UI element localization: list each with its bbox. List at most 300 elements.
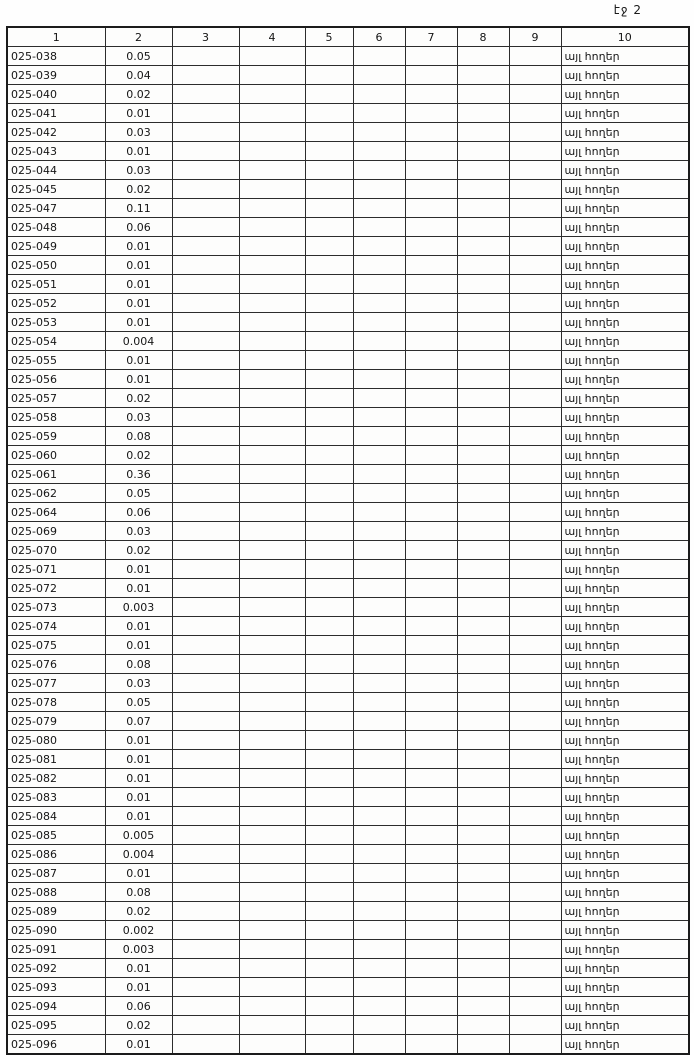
area-value-cell: 0.01	[105, 256, 172, 275]
empty-cell	[509, 522, 561, 541]
empty-cell	[405, 655, 457, 674]
table-row	[7, 484, 689, 503]
table-row	[7, 370, 689, 389]
table-row	[7, 47, 689, 66]
parcel-code-cell: 025-093	[7, 978, 105, 997]
parcel-code-cell: 025-049	[7, 237, 105, 256]
empty-cell	[172, 522, 239, 541]
parcel-code-cell: 025-054	[7, 332, 105, 351]
empty-cell	[457, 180, 509, 199]
area-value-cell: 0.01	[105, 275, 172, 294]
empty-cell	[172, 142, 239, 161]
empty-cell	[457, 978, 509, 997]
land-type-cell: այլ հողեր	[561, 104, 689, 123]
empty-cell	[405, 275, 457, 294]
land-type-cell: այլ հողեր	[561, 142, 689, 161]
land-type-cell: այլ հողեր	[561, 769, 689, 788]
empty-cell	[509, 788, 561, 807]
empty-cell	[239, 940, 305, 959]
table-row	[7, 693, 689, 712]
area-value-cell: 0.01	[105, 864, 172, 883]
column-header: 6	[353, 27, 405, 47]
empty-cell	[509, 598, 561, 617]
empty-cell	[405, 389, 457, 408]
table-row	[7, 959, 689, 978]
empty-cell	[239, 845, 305, 864]
area-value-cell: 0.05	[105, 47, 172, 66]
empty-cell	[172, 47, 239, 66]
empty-cell	[405, 47, 457, 66]
empty-cell	[353, 66, 405, 85]
empty-cell	[353, 161, 405, 180]
empty-cell	[305, 180, 353, 199]
empty-cell	[457, 237, 509, 256]
empty-cell	[353, 617, 405, 636]
land-type-cell: այլ հողեր	[561, 978, 689, 997]
table-row	[7, 845, 689, 864]
parcel-code-cell: 025-078	[7, 693, 105, 712]
empty-cell	[305, 351, 353, 370]
table-row	[7, 674, 689, 693]
empty-cell	[172, 180, 239, 199]
empty-cell	[509, 66, 561, 85]
area-value-cell: 0.01	[105, 560, 172, 579]
empty-cell	[509, 769, 561, 788]
empty-cell	[239, 427, 305, 446]
land-type-cell: այլ հողեր	[561, 731, 689, 750]
empty-cell	[405, 636, 457, 655]
area-value-cell: 0.01	[105, 750, 172, 769]
empty-cell	[405, 484, 457, 503]
empty-cell	[457, 389, 509, 408]
land-type-cell: այլ հողեր	[561, 807, 689, 826]
empty-cell	[457, 864, 509, 883]
land-type-cell: այլ հողեր	[561, 940, 689, 959]
empty-cell	[509, 674, 561, 693]
empty-cell	[172, 332, 239, 351]
empty-cell	[405, 294, 457, 313]
empty-cell	[353, 902, 405, 921]
empty-cell	[353, 579, 405, 598]
empty-cell	[405, 313, 457, 332]
empty-cell	[353, 883, 405, 902]
empty-cell	[305, 1016, 353, 1035]
parcel-code-cell: 025-040	[7, 85, 105, 104]
empty-cell	[353, 484, 405, 503]
land-type-cell: այլ հողեր	[561, 560, 689, 579]
empty-cell	[305, 978, 353, 997]
land-type-cell: այլ հողեր	[561, 636, 689, 655]
area-value-cell: 0.01	[105, 294, 172, 313]
empty-cell	[305, 484, 353, 503]
area-value-cell: 0.01	[105, 313, 172, 332]
area-value-cell: 0.01	[105, 237, 172, 256]
column-header: 1	[7, 27, 105, 47]
land-type-cell: այլ հողեր	[561, 465, 689, 484]
empty-cell	[509, 693, 561, 712]
parcel-code-cell: 025-095	[7, 1016, 105, 1035]
empty-cell	[509, 47, 561, 66]
empty-cell	[353, 655, 405, 674]
land-type-cell: այլ հողեր	[561, 256, 689, 275]
empty-cell	[305, 940, 353, 959]
area-value-cell: 0.36	[105, 465, 172, 484]
parcel-code-cell: 025-061	[7, 465, 105, 484]
area-value-cell: 0.01	[105, 617, 172, 636]
empty-cell	[239, 1016, 305, 1035]
empty-cell	[239, 332, 305, 351]
empty-cell	[457, 750, 509, 769]
parcel-code-cell: 025-041	[7, 104, 105, 123]
empty-cell	[405, 503, 457, 522]
empty-cell	[457, 294, 509, 313]
empty-cell	[239, 484, 305, 503]
parcel-code-cell: 025-055	[7, 351, 105, 370]
empty-cell	[353, 940, 405, 959]
land-type-cell: այլ հողեր	[561, 883, 689, 902]
area-value-cell: 0.02	[105, 389, 172, 408]
empty-cell	[172, 199, 239, 218]
empty-cell	[305, 864, 353, 883]
empty-cell	[509, 503, 561, 522]
parcel-code-cell: 025-044	[7, 161, 105, 180]
table-row	[7, 161, 689, 180]
empty-cell	[239, 750, 305, 769]
table-row	[7, 294, 689, 313]
column-header: 7	[405, 27, 457, 47]
land-type-cell: այլ հողեր	[561, 959, 689, 978]
empty-cell	[305, 199, 353, 218]
empty-cell	[353, 218, 405, 237]
empty-cell	[509, 389, 561, 408]
empty-cell	[353, 427, 405, 446]
empty-cell	[457, 427, 509, 446]
parcel-code-cell: 025-079	[7, 712, 105, 731]
empty-cell	[457, 731, 509, 750]
table-row	[7, 541, 689, 560]
empty-cell	[353, 560, 405, 579]
table-row	[7, 826, 689, 845]
empty-cell	[239, 636, 305, 655]
empty-cell	[305, 161, 353, 180]
empty-cell	[172, 674, 239, 693]
empty-cell	[305, 294, 353, 313]
empty-cell	[305, 674, 353, 693]
area-value-cell: 0.03	[105, 674, 172, 693]
land-type-cell: այլ հողեր	[561, 351, 689, 370]
empty-cell	[172, 807, 239, 826]
empty-cell	[172, 921, 239, 940]
empty-cell	[172, 484, 239, 503]
empty-cell	[305, 788, 353, 807]
empty-cell	[305, 275, 353, 294]
area-value-cell: 0.02	[105, 180, 172, 199]
empty-cell	[457, 503, 509, 522]
parcel-code-cell: 025-038	[7, 47, 105, 66]
parcel-code-cell: 025-056	[7, 370, 105, 389]
empty-cell	[457, 883, 509, 902]
empty-cell	[172, 617, 239, 636]
empty-cell	[457, 636, 509, 655]
table-row	[7, 275, 689, 294]
empty-cell	[353, 807, 405, 826]
parcel-code-cell: 025-091	[7, 940, 105, 959]
empty-cell	[239, 237, 305, 256]
empty-cell	[239, 902, 305, 921]
parcel-code-cell: 025-086	[7, 845, 105, 864]
empty-cell	[305, 959, 353, 978]
empty-cell	[509, 1035, 561, 1055]
empty-cell	[405, 883, 457, 902]
empty-cell	[239, 256, 305, 275]
parcel-code-cell: 025-074	[7, 617, 105, 636]
empty-cell	[172, 256, 239, 275]
empty-cell	[509, 199, 561, 218]
land-type-cell: այլ հողեր	[561, 864, 689, 883]
parcel-code-cell: 025-058	[7, 408, 105, 427]
empty-cell	[305, 66, 353, 85]
column-header: 5	[305, 27, 353, 47]
land-type-cell: այլ հողեր	[561, 85, 689, 104]
land-type-cell: այլ հողեր	[561, 997, 689, 1016]
empty-cell	[457, 579, 509, 598]
area-value-cell: 0.01	[105, 807, 172, 826]
table-body	[7, 47, 689, 1055]
empty-cell	[172, 902, 239, 921]
empty-cell	[353, 712, 405, 731]
empty-cell	[305, 370, 353, 389]
table-row	[7, 351, 689, 370]
area-value-cell: 0.03	[105, 161, 172, 180]
empty-cell	[239, 560, 305, 579]
land-type-cell: այլ հողեր	[561, 389, 689, 408]
empty-cell	[405, 807, 457, 826]
empty-cell	[509, 579, 561, 598]
empty-cell	[353, 465, 405, 484]
empty-cell	[239, 579, 305, 598]
area-value-cell: 0.04	[105, 66, 172, 85]
table-row	[7, 522, 689, 541]
land-type-cell: այլ հողեր	[561, 484, 689, 503]
table-row	[7, 218, 689, 237]
empty-cell	[405, 85, 457, 104]
area-value-cell: 0.03	[105, 522, 172, 541]
empty-cell	[509, 370, 561, 389]
land-type-cell: այլ հողեր	[561, 123, 689, 142]
parcel-code-cell: 025-047	[7, 199, 105, 218]
empty-cell	[353, 1035, 405, 1055]
land-type-cell: այլ հողեր	[561, 693, 689, 712]
empty-cell	[239, 1035, 305, 1055]
empty-cell	[305, 503, 353, 522]
empty-cell	[353, 351, 405, 370]
parcel-code-cell: 025-090	[7, 921, 105, 940]
empty-cell	[405, 579, 457, 598]
area-value-cell: 0.01	[105, 636, 172, 655]
empty-cell	[509, 256, 561, 275]
empty-cell	[457, 161, 509, 180]
land-type-cell: այլ հողեր	[561, 370, 689, 389]
parcel-code-cell: 025-057	[7, 389, 105, 408]
empty-cell	[509, 1016, 561, 1035]
parcel-code-cell: 025-083	[7, 788, 105, 807]
empty-cell	[457, 484, 509, 503]
empty-cell	[405, 370, 457, 389]
empty-cell	[405, 1016, 457, 1035]
table-row	[7, 237, 689, 256]
empty-cell	[172, 427, 239, 446]
empty-cell	[239, 85, 305, 104]
table-row	[7, 655, 689, 674]
parcel-code-cell: 025-094	[7, 997, 105, 1016]
empty-cell	[239, 389, 305, 408]
area-value-cell: 0.08	[105, 883, 172, 902]
empty-cell	[305, 218, 353, 237]
empty-cell	[239, 788, 305, 807]
empty-cell	[353, 85, 405, 104]
area-value-cell: 0.03	[105, 123, 172, 142]
table-row	[7, 750, 689, 769]
column-header: 8	[457, 27, 509, 47]
empty-cell	[353, 199, 405, 218]
empty-cell	[509, 446, 561, 465]
empty-cell	[172, 446, 239, 465]
empty-cell	[509, 712, 561, 731]
empty-cell	[172, 750, 239, 769]
empty-cell	[239, 731, 305, 750]
area-value-cell: 0.01	[105, 978, 172, 997]
table-row	[7, 769, 689, 788]
area-value-cell: 0.01	[105, 731, 172, 750]
empty-cell	[457, 218, 509, 237]
empty-cell	[509, 484, 561, 503]
empty-cell	[353, 769, 405, 788]
empty-cell	[509, 465, 561, 484]
empty-cell	[172, 845, 239, 864]
empty-cell	[172, 864, 239, 883]
empty-cell	[172, 826, 239, 845]
land-type-cell: այլ հողեր	[561, 750, 689, 769]
empty-cell	[353, 921, 405, 940]
area-value-cell: 0.01	[105, 104, 172, 123]
land-type-cell: այլ հողեր	[561, 446, 689, 465]
empty-cell	[353, 864, 405, 883]
empty-cell	[239, 617, 305, 636]
empty-cell	[353, 123, 405, 142]
empty-cell	[457, 408, 509, 427]
empty-cell	[405, 351, 457, 370]
land-type-cell: այլ հողեր	[561, 655, 689, 674]
empty-cell	[509, 750, 561, 769]
empty-cell	[305, 636, 353, 655]
empty-cell	[172, 465, 239, 484]
empty-cell	[305, 921, 353, 940]
parcel-code-cell: 025-082	[7, 769, 105, 788]
empty-cell	[353, 313, 405, 332]
empty-cell	[172, 408, 239, 427]
empty-cell	[305, 693, 353, 712]
empty-cell	[457, 826, 509, 845]
area-value-cell: 0.01	[105, 351, 172, 370]
empty-cell	[509, 332, 561, 351]
table-row	[7, 256, 689, 275]
empty-cell	[239, 541, 305, 560]
empty-cell	[353, 978, 405, 997]
empty-cell	[239, 465, 305, 484]
empty-cell	[405, 845, 457, 864]
empty-cell	[305, 446, 353, 465]
table-row	[7, 427, 689, 446]
column-header: 10	[561, 27, 689, 47]
parcel-code-cell: 025-062	[7, 484, 105, 503]
empty-cell	[405, 731, 457, 750]
empty-cell	[305, 85, 353, 104]
table-row	[7, 807, 689, 826]
land-type-cell: այլ հողեր	[561, 66, 689, 85]
empty-cell	[509, 978, 561, 997]
empty-cell	[457, 142, 509, 161]
empty-cell	[172, 218, 239, 237]
empty-cell	[457, 446, 509, 465]
empty-cell	[239, 655, 305, 674]
empty-cell	[509, 85, 561, 104]
empty-cell	[457, 807, 509, 826]
area-value-cell: 0.01	[105, 370, 172, 389]
empty-cell	[353, 370, 405, 389]
empty-cell	[353, 180, 405, 199]
empty-cell	[172, 370, 239, 389]
land-parcel-table	[6, 26, 690, 1055]
land-type-cell: այլ հողեր	[561, 522, 689, 541]
land-type-cell: այլ հողեր	[561, 579, 689, 598]
empty-cell	[353, 503, 405, 522]
table-row	[7, 85, 689, 104]
area-value-cell: 0.004	[105, 332, 172, 351]
table-row	[7, 1035, 689, 1055]
table-row	[7, 199, 689, 218]
column-header: 2	[105, 27, 172, 47]
empty-cell	[353, 256, 405, 275]
empty-cell	[305, 389, 353, 408]
empty-cell	[509, 351, 561, 370]
area-value-cell: 0.01	[105, 769, 172, 788]
empty-cell	[405, 332, 457, 351]
empty-cell	[353, 104, 405, 123]
empty-cell	[405, 66, 457, 85]
empty-cell	[239, 959, 305, 978]
empty-cell	[353, 731, 405, 750]
empty-cell	[405, 921, 457, 940]
area-value-cell: 0.05	[105, 693, 172, 712]
empty-cell	[305, 807, 353, 826]
area-value-cell: 0.02	[105, 85, 172, 104]
land-type-cell: այլ հողեր	[561, 408, 689, 427]
empty-cell	[405, 617, 457, 636]
empty-cell	[509, 427, 561, 446]
empty-cell	[405, 864, 457, 883]
empty-cell	[405, 978, 457, 997]
area-value-cell: 0.08	[105, 655, 172, 674]
empty-cell	[509, 731, 561, 750]
empty-cell	[457, 1035, 509, 1055]
empty-cell	[457, 522, 509, 541]
empty-cell	[405, 218, 457, 237]
table-row	[7, 731, 689, 750]
empty-cell	[239, 826, 305, 845]
empty-cell	[509, 123, 561, 142]
table-row	[7, 465, 689, 484]
empty-cell	[457, 1016, 509, 1035]
